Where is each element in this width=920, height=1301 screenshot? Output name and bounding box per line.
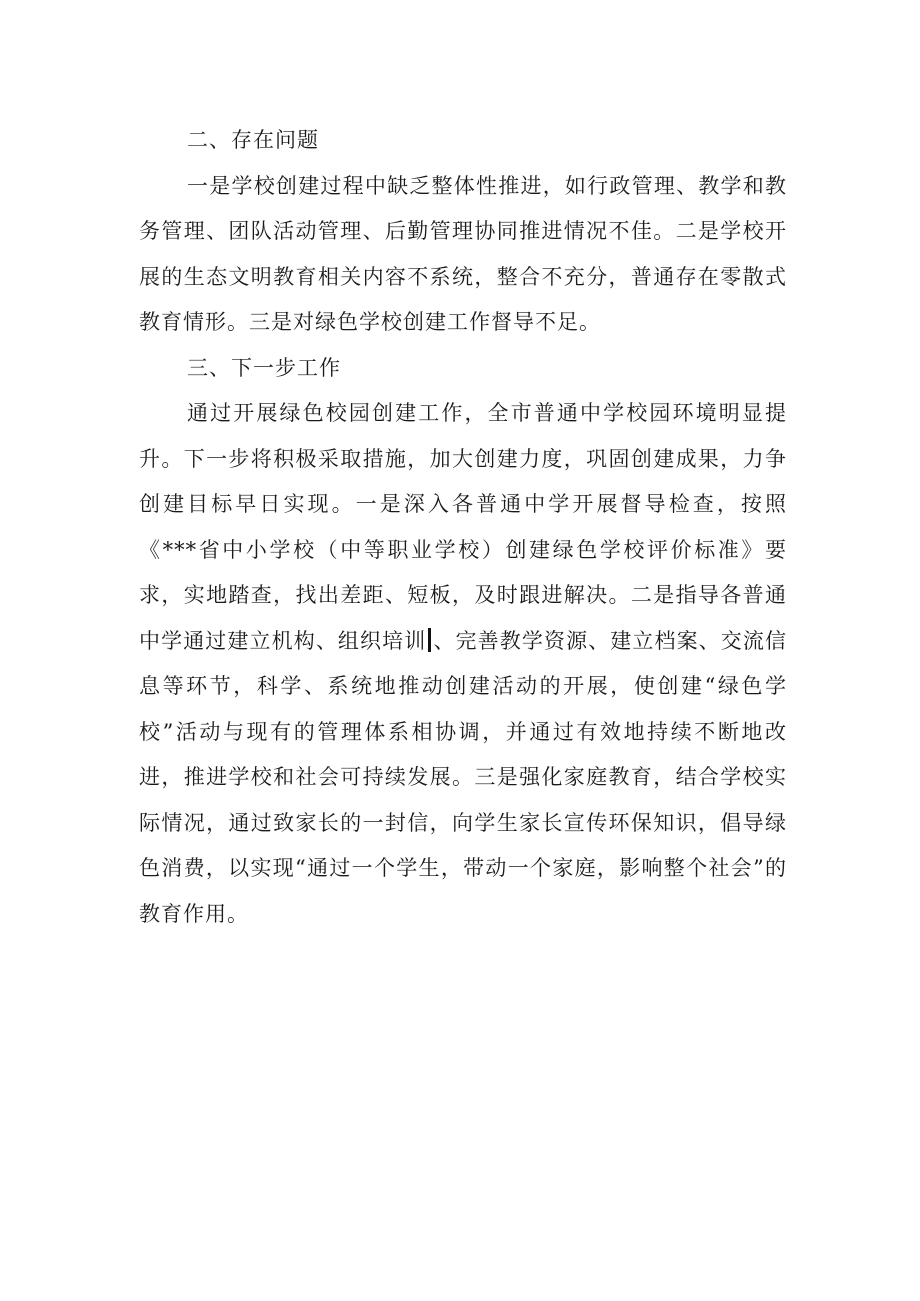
paragraph-next-steps-part2: 、完善教学资源、建立档案、交流信息等环节，科学、系统地推动创建活动的开展，使创建“绿色学校”活动与现有的管理体系相协调，并通过有效地持续不断地改进，推进学校和社会可持续发展。三是强化家庭教育，结合学校实际情况，通过致家长的一封信，向学生家长宣传环保知识，倡导绿色消费，以实现“通过一个学生，带动一个家庭，影响整个社会”的教育作用。 [139,628,787,926]
section-heading-next-steps: 三、下一步工作 [187,355,341,380]
text-cursor-icon [428,628,431,652]
section-heading-problems: 二、存在问题 [187,128,319,152]
document-body [139,118,787,937]
paragraph-next-steps [139,391,787,937]
paragraph-next-steps-part1: 通过开展绿色校园创建工作，全市普通中学校园环境明显提升。下一步将积极采取措施，加大创建力度，巩固创建成果，力争创建目标早日实现。一是深入各普通中学开展督导检查，按照《***省中小学校（中等职业学校）创建绿色学校评价标准》要求，实地踏查，找出差距、短板，及时跟进解决。二是指导各普通中学通过建立机构、组织培训 [139,401,787,653]
paragraph-problems: 一是学校创建过程中缺乏整体性推进，如行政管理、教学和教务管理、团队活动管理、后勤管理协同推进情况不佳。二是学校开展的生态文明教育相关内容不系统，整合不充分，普通存在零散式教育情形。三是对绿色学校创建工作督导不足。 [139,173,787,334]
